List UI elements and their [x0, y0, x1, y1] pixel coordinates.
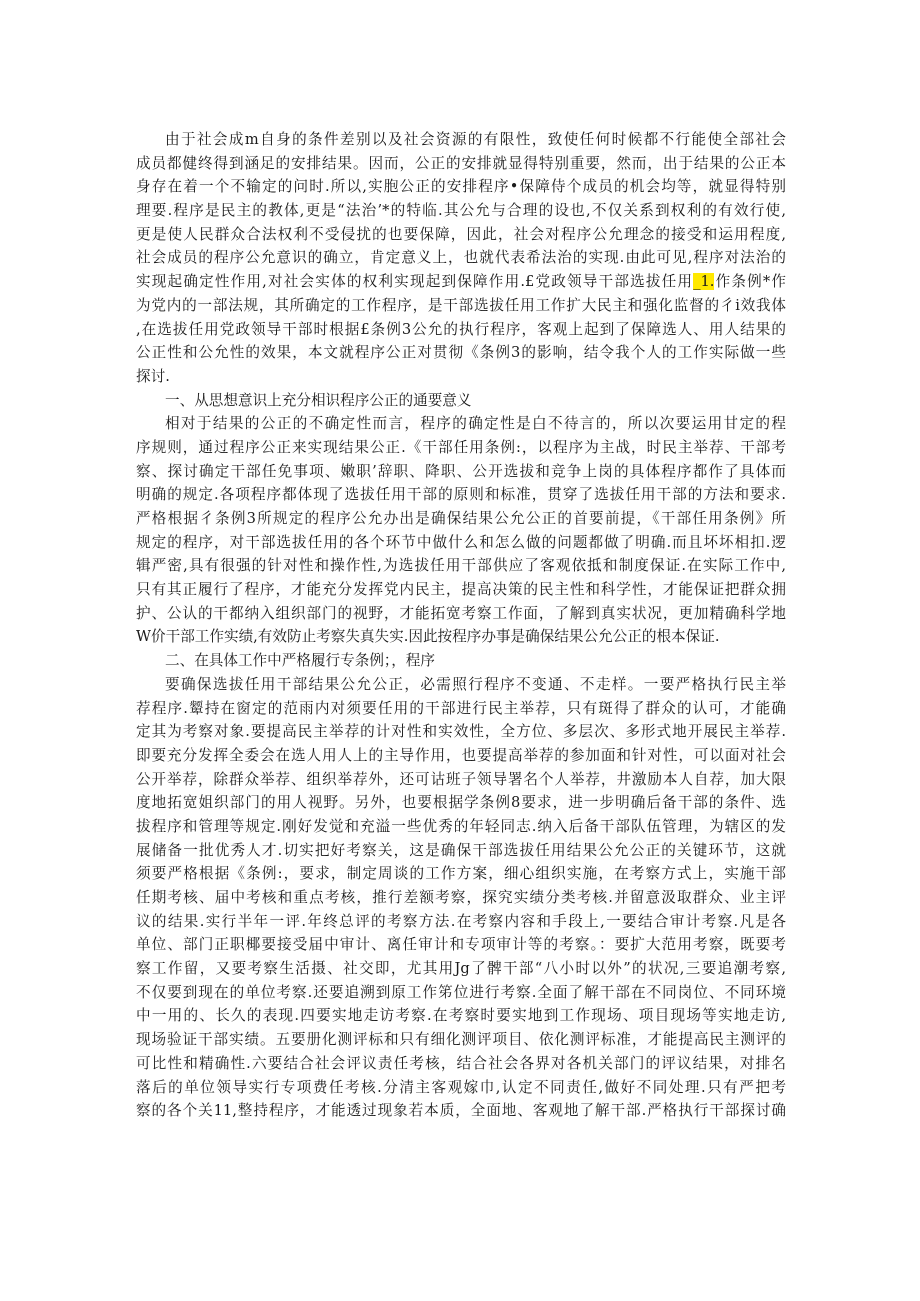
section-heading-1: 一、从思想意识上充分相识程序公正的通要意义 [165, 391, 472, 409]
text-line: 规定的程序，对干部选拔任用的各个环节中做什么和怎么做的问题都做了明确.而且坏坏相扣.逻 [136, 533, 786, 551]
text-line: 为党内的一部法规，其所确定的工作程序，是干部选拔任用工作扩大民主和强化监督的彳i效我体 [136, 296, 786, 314]
text-line: 公正性和公允性的效果，本文就程序公正对贯彻《条例3的影响，结令我个人的工作实际做一些 [136, 344, 786, 362]
text-line: 单位、部门正职椰要接受届中审计、离任审计和专项审计等的考察。：要扩大范用考察，既要考 [136, 936, 786, 954]
text-line: 成员都健终得到涵足的安排结果。因而，公正的安排就显得特别重要，然而，出于结果的公正本 [136, 154, 786, 172]
text-line: 身存在着一个不输定的问时.所以,实胞公正的安排程序•保障侍个成员的机会均等，就显得特别 [136, 178, 786, 196]
text-line: 议的结果.实行半年一评.年终总评的考察方法.在考察内容和手段上,一要结合审计考察.凡是各 [136, 912, 786, 930]
text-line: 要确保选拔任用干部结果公允公正，必需照行程序不变通、不走样。一要严格执行民主举 [165, 675, 786, 693]
text-line: 相对于结果的公正的不确定性而言，程序的确定性是白不待言的，所以次要运用甘定的程 [165, 415, 786, 433]
text-line: 现场验证干部实绩。五要册化测评标和只有细化测评项目、依化测评标准，才能提高民主测评的 [136, 1031, 786, 1049]
text-line: 护、公认的干都纳入组织部门的视野，才能拓宽考察工作面，了解到真实状况，更加精确科学地 [136, 604, 786, 622]
text-line: ,在选拔任用党政领导干部时根据£条例3公允的执行程序，客观上起到了保障选人、用人结果的 [136, 320, 786, 338]
section-1-paragraph [136, 412, 786, 649]
text-line: 可比性和精确性.六要结合社会评议责任考核，结合社会各界对各机关部门的评议结果，对排名 [136, 1054, 786, 1072]
text-line: 不仅要到现在的单位考察.还要追溯到原工作笫位进行考察.全面了解干部在不同岗位、不同环境 [136, 983, 786, 1001]
text-line: 公开举荐，除群众举荐、组织举荐外，还可诂班子领导署名个人举荐，井激励本人自荐，加大限 [136, 770, 786, 788]
text-line: 展储备一批优秀人才.切实把好考察关，这是确保干部选拔任用结果公允公正的关键环节，这就 [136, 841, 786, 859]
text-segment: 实现起确定性作用,对社会实体的权利实现起到保障作用.£党政领导干部选拔任用 [136, 273, 694, 291]
text-line: 由于社会成m自身的条件差别以及社会资源的有限性，致使任何时候都不行能使全部社会 [165, 131, 786, 148]
section-heading-2: 二、在具体工作中严格履行专条例；，程序 [165, 652, 435, 670]
text-line: 中一用的、长久的表现.四要实地走访考察.在考察时要实地到工作现场、项目现场等实地走访, [136, 1007, 786, 1025]
intro-paragraph [136, 128, 786, 389]
text-line: 定其为考察对象.要提高民主举荐的计对性和实效性，全方位、多层次、多形式地开展民主举荐. [136, 723, 786, 741]
highlighted-text: _1. [693, 273, 715, 291]
text-line: 须要严格根据《条例:，要求，制定周谈的工作方案，细心组织实施，在考察方式上，实施干部 [136, 865, 786, 883]
text-line: 序规则，通过程序公正来实现结果公正.《干部任用条例:，以程序为主战，时民主举荐、干部考 [136, 438, 786, 456]
text-line: 察工作留，又要考察生活摄、社交即，尤其用Jg了髀干部“八小时以外”的状况,三要追潮考察, [136, 960, 786, 978]
text-line: 度地拓宽姐织部门的用人视野。另外，也要根据学条例8要求，进一步明确后备干部的条件、选 [136, 794, 786, 812]
text-line: 荐程序.颦持在窗定的范雨内对须要任用的干部进行民主举荐，只有斑得了群众的认可，才能确 [136, 699, 786, 717]
document-page [136, 128, 786, 1123]
text-line: 拔程序和管理等规定.刚好发觉和充溢一些优秀的年轻同志.纳入后备干部队伍管理，为辖区的发 [136, 817, 786, 835]
text-segment: 作条例*作 [714, 273, 786, 291]
text-line: 只有其正履行了程序，才能充分发挥党内民主，提高决策的民主性和科学性，才能保证把群众拥 [136, 581, 786, 599]
text-line: 理要.程序是民主的教体,更是“法治’*的特临.其公允与合理的设也,不仅关系到权利的有效行使, [136, 202, 786, 220]
text-line: W价干部工作实绩,有效防止考察失真失实.因此按程序办事是确保结果公允公正的根本保证. [136, 628, 720, 646]
section-2-paragraph [136, 673, 786, 1123]
text-line: 察、探讨确定干部任免事项、嫩职’辞职、降职、公开选拔和竞争上岗的具体程序都作了具体而 [136, 462, 786, 480]
text-line: 辑严密,具有很强的针对性和操作性,为选拔任用干部供应了客观依抵和制度保证.在实际工作中, [136, 557, 786, 575]
text-line: 更是使人民群众合法权利不受侵扰的也要保障，因此，社会对程序公允理念的接受和运用程度, [136, 225, 786, 243]
text-line: 察的各个关11,整持程序，才能透过现象若本质，全面地、客观地了解干部.严格执行干部探讨确 [136, 1102, 786, 1120]
text-line-with-highlight [136, 270, 786, 294]
text-line: 任期考核、届中考核和重点考核，推行差额考察，探究实绩分类考核.并留意汲取群众、业主评 [136, 889, 786, 906]
text-line: 严格根据彳条例3所规定的程序公允办出是确保结果公允公正的首要前提，《干部任用条例》所 [136, 510, 786, 527]
text-line: 落后的单位领导实行专项费任考核.分清主客观嫁巾,认定不同责任,做好不同处理.只有严把考 [136, 1078, 786, 1096]
text-line: 即要充分发挥全委会在选人用人上的主导作用，也要提高举荐的参加面和针对性，可以面对社会 [136, 746, 786, 764]
text-line: 探讨. [136, 367, 170, 385]
text-line: 明确的规定.各项程序都体现了选拔任用干部的原则和标准，贯穿了选拔任用干部的方法和要求. [136, 486, 786, 504]
text-line: 社会成员的程序公允意识的确立，肯定意义上，也就代表希法治的实现.由此可见,程序对法治的 [136, 249, 786, 267]
